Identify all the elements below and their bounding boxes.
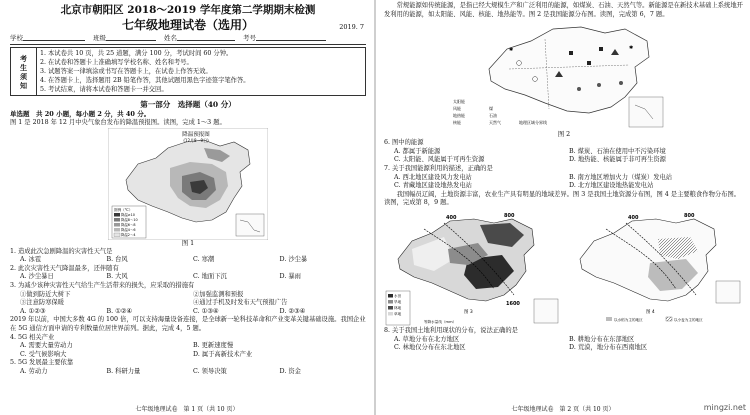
- subtitle-row: [10, 17, 366, 33]
- option: D. 沙尘暴: [279, 256, 308, 264]
- question-6: 6. 图中的能源: [384, 139, 424, 147]
- question-4-options: [10, 342, 366, 359]
- option: C. ①③④: [193, 307, 219, 315]
- option: B. 煤炭、石油在使用中不污染环境: [569, 147, 666, 155]
- option: C. 青藏地区建设地热发电站: [394, 182, 472, 190]
- isohyet-label: 800: [684, 212, 695, 219]
- option: A. 沙尘暴日: [20, 273, 54, 281]
- option: D. 资金: [279, 367, 301, 375]
- option: C. 寒潮: [193, 256, 215, 264]
- fig2-caption: 图 2: [557, 131, 571, 139]
- field-school: 学校: [10, 33, 85, 43]
- fig2-legend-item: 太阳能: [453, 99, 465, 105]
- question-7-options: [384, 174, 744, 191]
- statement: ④通过手机及时发布天气预报广告: [193, 299, 288, 307]
- fig1-legend-item: 降温4～6: [121, 227, 136, 232]
- fig4-legend-item: 以水稻为主的地区: [614, 317, 643, 322]
- notice-item: 4. 在答题卡上，选择题用 2B 铅笔作答，其他试题用黑色字迹签字笔作答。: [40, 77, 250, 84]
- fig2-legend-item: 地理区域分界线: [519, 120, 547, 126]
- notice-item: 1. 本试卷共 10 页，共 25 道题，满分 100 分，考试时间 60 分钟。: [40, 50, 233, 57]
- option: D. 荒漠，地分布在西南地区: [569, 344, 648, 352]
- option: A. 劳动力: [20, 367, 48, 375]
- isohyet-label: 400: [628, 214, 639, 221]
- fig1-title: 降温预报图: [182, 131, 210, 138]
- fig1-legend-item: 降温≥10: [121, 212, 135, 217]
- statement: ③注意防寒保暖: [20, 299, 65, 307]
- option: C. 太阳能、风能属于可再生资源: [394, 156, 485, 164]
- isohyet-label: 1600: [506, 300, 520, 307]
- fig1-legend-title: 图例（℃）: [114, 207, 133, 212]
- option: A. ①②③: [20, 307, 46, 315]
- option: D. 北方地区建设地热能发电站: [569, 182, 654, 190]
- fig3-legend-item: 草地: [394, 311, 402, 316]
- option: B. 科研力量: [106, 367, 141, 375]
- exam-page-2: [376, 0, 750, 415]
- question-3: 3. 为减少该种灾害性天气给生产生活带来的损失，应采取的措施有: [10, 281, 195, 289]
- option: A. 草地分布在北方地区: [394, 335, 460, 343]
- option: B. 台风: [106, 256, 128, 264]
- land-intro: 我国幅员辽阔，土地资源丰富，农业生产具有明显的地域差异。图 3 是我国土地资源分布图，图 4 是主要粮食作物分布图。读图，完成第 8，9 题。: [384, 190, 741, 207]
- energy-distribution-map: [449, 19, 679, 131]
- question-7: 7. 关于我国能源利用的描述，正确的是: [384, 164, 493, 172]
- svg-text:✱: ✱: [509, 47, 514, 54]
- question-8: 8. 关于我国土地利用现状的分布，说法正确的是: [384, 326, 518, 334]
- watermark: mingzi.net: [703, 403, 746, 412]
- notice-header: 考 生 须 知: [11, 48, 37, 95]
- option: A. 需要大量劳动力: [20, 342, 73, 350]
- field-id: 考号: [243, 33, 326, 43]
- exam-title: 北京市朝阳区 2018～2019 学年度第二学期期末检测: [60, 4, 316, 16]
- option: B. 大风: [106, 273, 128, 281]
- fig3-legend-item: 林地: [394, 305, 402, 310]
- question-1: 1. 造成此次急剧降温的灾害性天气是: [10, 247, 113, 255]
- question-intro-4: 2019 年以前，中国大多数 4G 的 100 倍，可以支持海量设备连接，是全球新一轮科技革命和产业变革关键基础设施。我国企业在 5G 通信方面申请的专利数量位居世界前列。据此，完成 4，5 题。: [10, 316, 366, 332]
- option: A. 西北地区建设风力发电站: [394, 173, 472, 181]
- question-5-options: [10, 368, 366, 377]
- exam-page-1: [0, 0, 374, 415]
- question-3-items: [10, 291, 366, 308]
- land-resource-map: [384, 209, 562, 327]
- option: D. 属于高新技术产业: [193, 350, 253, 358]
- fig2-legend-item: 核能: [453, 120, 461, 126]
- section-heading: 第一部分 选择题（40 分）: [140, 100, 236, 109]
- question-1-options: [10, 256, 366, 265]
- svg-text:✱: ✱: [629, 45, 634, 52]
- exam-subtitle: 七年级地理试卷（选用）: [121, 18, 254, 32]
- statement: ①做到防近大树下: [20, 290, 71, 298]
- notice-item: 3. 试题答案一律填涂或书写在答题卡上，在试卷上作答无效。: [40, 68, 212, 75]
- cooling-forecast-map: [108, 128, 268, 240]
- fig1-legend-item: 降温8～10: [121, 217, 138, 222]
- field-class: 班级: [93, 33, 156, 43]
- option: D. ②③④: [279, 307, 306, 315]
- isohyet-label: 400: [446, 214, 457, 221]
- grain-crop-map: [566, 209, 744, 327]
- fig2-legend-item: 风能: [453, 106, 461, 112]
- question-4: 4. 5G 相关产业: [10, 333, 55, 341]
- question-intro: 图 1 是 2018 年 12 月中央气象台发布的降温预报图。读图，完成 1～3 题。: [10, 119, 226, 126]
- question-5: 5. 5G 发展最主要依靠: [10, 359, 74, 367]
- option: D. 地热能、核能属于非可再生资源: [569, 156, 666, 164]
- fig3-legend-item: 水田: [394, 293, 402, 298]
- notice-item: 5. 考试结束，请将本试卷和答题卡一并交回。: [40, 86, 168, 93]
- energy-intro: 常规能源如传统能源，是指已经大规模生产和广泛利用的能源，如煤炭、石油、天然气等。新能源是在新技术基础上系统地开发利用的能源，如太阳能、风能、核能、地热能等。图 2 是我国能源分布图。读图，完成第 6，7 题。: [384, 2, 743, 18]
- fig2-legend-item: 石油: [489, 113, 497, 119]
- notice-item: 2. 在试卷和答题卡上准确填写学校名称、姓名和考号。: [40, 59, 193, 66]
- question-6-options: [384, 148, 744, 165]
- student-info-fields: [10, 33, 366, 45]
- field-name: 姓名: [164, 33, 235, 43]
- question-2: 2. 此次灾害性天气降温最多，还伴随有: [10, 264, 119, 272]
- fig1-legend-item: 降温2～4: [121, 232, 136, 237]
- option: B. 耕地分布在东部地区: [569, 335, 635, 343]
- exam-date: 2019. 7: [339, 23, 364, 31]
- question-2-options: [10, 273, 366, 282]
- figures-3-4: [384, 209, 744, 327]
- fig2-legend-item: 天然气: [489, 120, 501, 126]
- option: B. 更新速度慢: [193, 342, 234, 350]
- fig4-caption: 图 4: [646, 309, 655, 315]
- isohyet-label: 800: [504, 212, 515, 219]
- single-choice-heading: 单选题 共 20 小题，每小题 2 分，共 40 分。: [10, 110, 151, 118]
- fig3-legend-item: 旱地: [394, 299, 402, 304]
- fig4-legend-item: 以小麦为主的地区: [674, 317, 703, 322]
- fig1-date: (12月8—9日): [183, 137, 209, 143]
- exam-notice-box: [10, 47, 366, 96]
- fig1-legend-item: 降温6～8: [121, 222, 136, 227]
- fig1-caption: 图 1: [181, 239, 195, 247]
- option: D. 暴雨: [279, 273, 301, 281]
- page-footer: 七年级地理试卷 第 1 页（共 10 页）: [135, 406, 239, 413]
- question-8-options: [384, 336, 744, 353]
- option: C. 地面下沉: [193, 273, 227, 281]
- option: C. 林地仅分布在东北地区: [394, 344, 466, 352]
- fig3-caption: 图 3: [464, 309, 473, 315]
- fig2-legend-item: 地热能: [453, 113, 465, 119]
- fig3-legend-item: 等降水量线（mm）: [424, 319, 457, 324]
- option: B. 南方地区增加火力（煤炭）发电站: [569, 173, 673, 181]
- option: C. 领导决策: [193, 367, 227, 375]
- option: C. 受气候影响大: [20, 350, 67, 358]
- fig2-legend-item: 煤: [489, 106, 493, 112]
- statement: ②加强监测和预报: [193, 290, 244, 298]
- option: A. 都属于新能源: [394, 147, 441, 155]
- option: B. ①②④: [106, 307, 133, 315]
- option: A. 冰雹: [20, 256, 42, 264]
- page-footer: 七年级地理试卷 第 2 页（共 10 页）: [511, 406, 615, 413]
- notice-list: [37, 48, 365, 95]
